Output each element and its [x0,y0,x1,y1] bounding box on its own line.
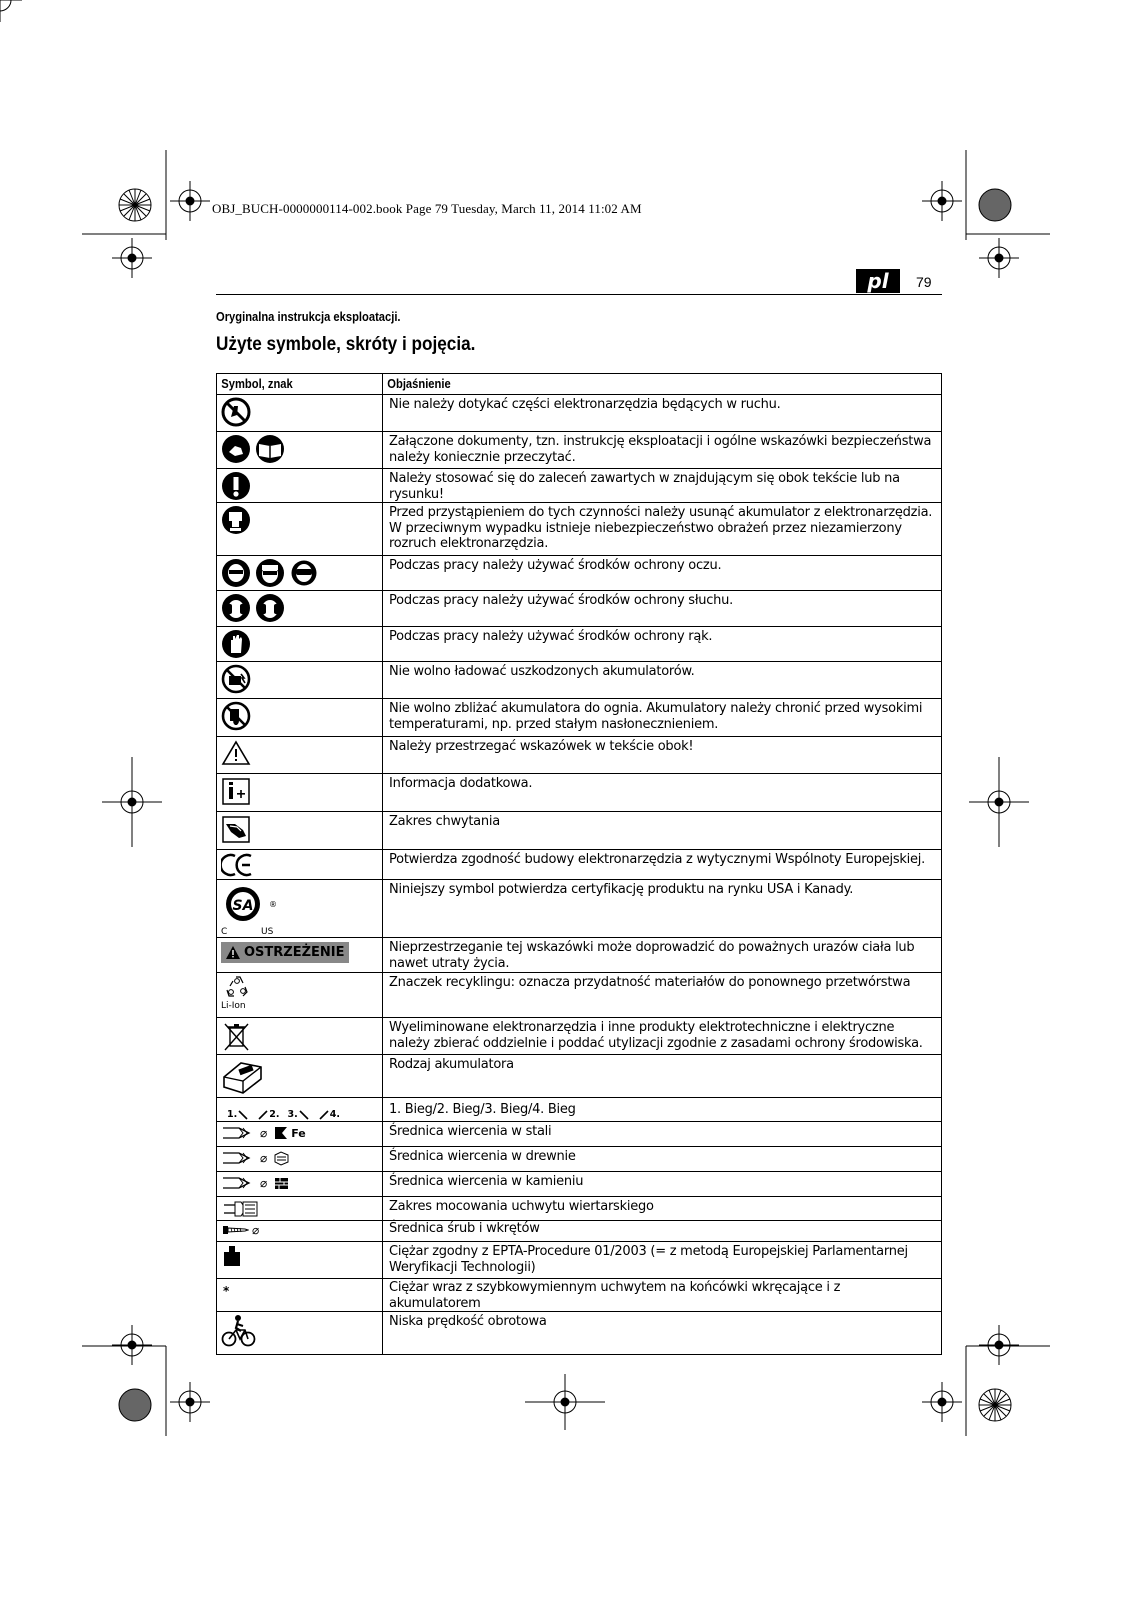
table-row [217,1279,942,1312]
explanation-text: Zakres chwytania [383,812,942,850]
read-instructions-icon [221,434,382,464]
explanation-text: Nie wolno zbliżać akumulatora do ognia. Akumulatory należy chronić przed wysokimi temperaturami, np. przed stałym nasłonecznieniem. [383,699,942,737]
gear-label: 3. [287,1109,298,1120]
gear-label: 2. [269,1109,280,1120]
table-row [217,973,942,1018]
svg-text:C: C [221,927,228,936]
no-touch-moving-parts-icon [221,397,382,427]
drill-stone-icon [221,1174,290,1192]
explanation-text: Średnica wiercenia w kamieniu [383,1172,942,1197]
battery-type-icon [221,1057,382,1097]
table-row [217,395,942,432]
recycling-li-ion-icon [221,975,261,1013]
table-row [217,880,942,938]
grip-area-icon [221,814,382,844]
table-row [217,938,942,973]
explanation-text: Znaczek recyklingu: oznacza przydatność materiałów do ponownego przetwórstwa [383,973,942,1018]
table-row [217,1312,942,1355]
material-label: Fe [291,1126,306,1140]
explanation-text: Przed przystąpieniem do tych czynności należy usunąć akumulator z elektronarzędzia. W przeciwnym wypadku istnieje niebezpieczeństwo obrażeń przez niezamierzony rozruch elektronarzędzia. [383,503,942,556]
page-title: Użyte symbole, skróty i pojęcia. [216,333,476,355]
table-row [217,737,942,774]
table-row [217,503,942,556]
diameter-symbol-icon: ⌀ [260,1151,268,1165]
hand-protection-icon [221,629,382,659]
screw-diameter-icon [221,1223,259,1237]
diameter-symbol-icon: ⌀ [260,1126,268,1140]
hearing-protection-icon [221,593,382,623]
table-row [217,1221,942,1242]
table-row [217,812,942,850]
explanation-text: Średnica śrub i wkrętów [383,1221,942,1242]
gear-label: 4. [329,1109,340,1120]
table-row [217,1197,942,1221]
diameter-symbol-icon: ⌀ [260,1176,268,1190]
table-row [217,1147,942,1172]
explanation-text: Podczas pracy należy używać środków ochrony oczu. [383,556,942,591]
table-row [217,432,942,469]
table-row [217,1018,942,1055]
info-plus-icon [221,776,382,806]
gear-label: 1. [227,1109,238,1120]
explanation-text: Podczas pracy należy używać środków ochrony rąk. [383,627,942,662]
low-speed-bicycle-icon [221,1314,382,1348]
table-row [217,1098,942,1122]
weee-bin-icon [221,1020,382,1053]
explanation-text: Należy przestrzegać wskazówek w tekście obok! [383,737,942,774]
explanation-text: Niniejszy symbol potwierdza certyfikację produktu na rynku USA i Kanady. [383,880,942,938]
column-header-symbol: Symbol, znak [217,374,383,395]
asterisk-icon: * [223,1284,230,1298]
table-header-row [217,374,942,395]
chuck-range-icon [221,1199,382,1219]
li-ion-label: Li-Ion [221,1001,246,1011]
explanation-text: Informacja dodatkowa. [383,774,942,812]
explanation-text: Średnica wiercenia w stali [383,1122,942,1147]
table-row [217,699,942,737]
diameter-symbol-icon: ⌀ [252,1223,260,1237]
table-row [217,591,942,627]
svg-text:US: US [261,927,274,936]
warning-label-text: OSTRZEŻENIE [244,945,345,960]
table-row [217,1122,942,1147]
weight-icon [221,1244,382,1268]
explanation-text: Załączone dokumenty, tzn. instrukcję eksploatacji i ogólne wskazówki bezpieczeństwa należy koniecznie przeczytać. [383,432,942,469]
drill-steel-icon [221,1124,306,1142]
table-row [217,1055,942,1098]
explanation-text: 1. Bieg/2. Bieg/3. Bieg/4. Bieg [383,1098,942,1122]
remove-battery-icon [221,505,382,535]
explanation-text: Potwierdza zgodność budowy elektronarzędzia z wytycznymi Wspólnoty Europejskiej. [383,850,942,880]
no-fire-battery-icon [221,701,382,731]
explanation-text: Ciężar zgodny z EPTA-Procedure 01/2003 (= z metodą Europejskiej Parlamentarnej Weryfikacji Technologii) [383,1242,942,1279]
page-number: 79 [916,274,932,290]
explanation-text: Należy stosować się do zaleceń zawartych w znajdującym się obok tekście lub na rysunku! [383,469,942,503]
csa-mark-icon [221,882,382,936]
explanation-text: Wyeliminowane elektronarzędzia i inne produkty elektrotechniczne i elektryczne należy zbierać oddzielnie i poddać utylizacji zgodnie z zasadami ochrony środowiska. [383,1018,942,1055]
explanation-text: Nie wolno ładować uszkodzonych akumulatorów. [383,662,942,699]
explanation-text: Zakres mocowania uchwytu wiertarskiego [383,1197,942,1221]
language-badge: pl [856,269,900,293]
table-row [217,662,942,699]
svg-text:SA: SA [232,898,254,914]
no-charge-damaged-battery-icon [221,664,382,694]
document-subtitle: Oryginalna instrukcja eksploatacji. [216,309,401,324]
symbols-table [216,373,942,1355]
eye-protection-icon [221,558,382,588]
header-rule [216,294,942,295]
explanation-text: Średnica wiercenia w drewnie [383,1147,942,1172]
explanation-text: Nieprzestrzeganie tej wskazówki może doprowadzić do poważnych urazów ciała lub nawet utraty życia. [383,938,942,973]
explanation-text: Nie należy dotykać części elektronarzędzia będących w ruchu. [383,395,942,432]
explanation-text: Rodzaj akumulatora [383,1055,942,1098]
book-info-line: OBJ_BUCH-0000000114-002.book Page 79 Tuesday, March 11, 2014 11:02 AM [212,201,642,216]
explanation-text: Podczas pracy należy używać środków ochrony słuchu. [383,591,942,627]
table-row [217,627,942,662]
ce-mark-icon [221,852,382,878]
warning-label-icon [221,942,349,963]
table-row [217,469,942,503]
table-row [217,1242,942,1279]
warning-triangle-icon [221,739,382,767]
table-row [217,1172,942,1197]
table-row [217,850,942,880]
table-row [217,774,942,812]
column-header-explanation: Objaśnienie [383,374,942,395]
explanation-text: Niska prędkość obrotowa [383,1312,942,1355]
table-row [217,556,942,591]
drill-wood-icon [221,1149,290,1167]
svg-text:®: ® [269,900,277,909]
exclamation-icon [221,471,382,501]
gear-stages-icon [221,1109,340,1121]
explanation-text: Ciężar wraz z szybkowymiennym uchwytem na końcówki wkręcające i z akumulatorem [383,1279,942,1312]
